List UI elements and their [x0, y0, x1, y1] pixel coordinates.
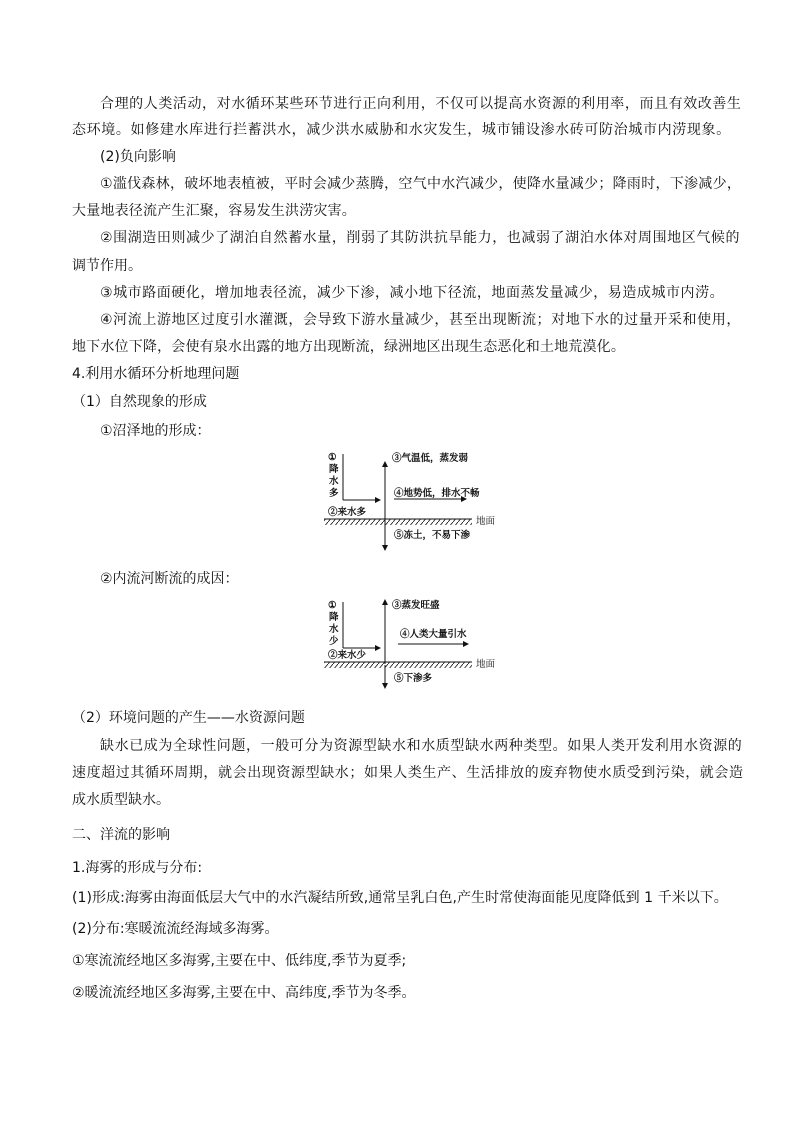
paragraph-line-9: ④河流上游地区过度引水灌溉，会导致下游水量减少，甚至出现断流；对地下水的过量开采和使用，: [100, 312, 741, 328]
item-river-cutoff: ②内流河断流的成因：: [100, 571, 239, 587]
label-precip-char-1: 降: [329, 464, 339, 475]
paragraph-heading-negative: (2)负向影响: [100, 149, 176, 165]
item-swamp-formation: ①沼泽地的形成：: [100, 423, 211, 439]
subheading-natural-phenomena: （1）自然现象的形成: [72, 394, 207, 410]
paragraph-line-17: 速度超过其循环周期，就会出现资源型缺水；如果人类生产、生活排放的废弃物使水质受到污染，就会造: [72, 765, 744, 781]
paragraph-sea-fog-distribution: (2)分布:寒暖流流经海域多海雾。: [72, 921, 279, 937]
ground-hatch: [324, 519, 472, 525]
subheading-water-resources: （2）环境问题的产生——水资源问题: [72, 710, 305, 726]
paragraph-line-4: ①滥伐森林，破坏地表植被，平时会减少蒸腾，空气中水汽减少，使降水量减少；降雨时，下渗减少，: [100, 176, 742, 192]
list-item-warm-current: ②暖流流经地区多海雾,主要在中、高纬度,季节为冬季。: [72, 985, 416, 1001]
label-precip-num: ①: [328, 452, 337, 463]
paragraph-line-6: ②围湖造田则减少了湖泊自然蓄水量，削弱了其防洪抗旱能力，也减弱了湖泊水体对周围地区气候的: [100, 230, 741, 246]
label-precip-char-3: 少: [329, 636, 339, 647]
ground-hatch: [324, 662, 472, 668]
heading-sea-fog: 1.海雾的形成与分布:: [72, 860, 203, 876]
label-ground: 地面: [476, 659, 496, 670]
label-precip-char-2: 水: [329, 476, 339, 487]
label-infiltration: ⑤冻土，不易下渗: [394, 530, 471, 541]
label-diversion: ④人类大量引水: [400, 629, 467, 640]
paragraph-line-5: 大量地表径流产生汇聚，容易发生洪涝灾害。: [72, 203, 356, 219]
section-heading-ocean-currents: 二、洋流的影响: [72, 827, 170, 843]
label-infiltration: ⑤下渗多: [394, 673, 433, 684]
label-precip-char-2: 水: [329, 624, 339, 635]
paragraph-sea-fog-formation: (1)形成:海雾由海面低层大气中的水汽凝结所致,通常呈乳白色,产生时常使海面能见度降低到 1 千米以下。: [72, 890, 728, 906]
swamp-formation-diagram: [318, 444, 508, 554]
paragraph-line-7: 调节作用。: [72, 258, 142, 274]
label-evaporation: ③气温低，蒸发弱: [392, 453, 469, 464]
paragraph-line-10: 地下水位下降，会使有泉水出露的地方出现断流，绿洲地区出现生态恶化和土地荒漠化。: [72, 339, 626, 355]
label-precip-num: ①: [328, 600, 337, 611]
label-drainage: ④地势低，排水不畅: [394, 488, 480, 499]
river-cutoff-diagram: [318, 592, 508, 692]
label-precip-char-3: 多: [329, 488, 339, 499]
section-heading-water-cycle: 4.利用水循环分析地理问题: [72, 366, 240, 382]
label-evaporation: ③蒸发旺盛: [392, 600, 440, 611]
paragraph-line-8: ③城市路面硬化，增加地表径流，减少下渗，减小地下径流，地面蒸发量减少，易造成城市内涝。: [100, 285, 725, 301]
paragraph-line-18: 成水质型缺水。: [72, 792, 170, 808]
paragraph-line-16: 缺水已成为全球性问题，一般可分为资源型缺水和水质型缺水两种类型。如果人类开发利用水资源的: [100, 738, 743, 754]
paragraph-line-1: 合理的人类活动，对水循环某些环节进行正向利用，不仅可以提高水资源的利用率，而且有效改善生: [100, 96, 742, 112]
label-precip-char-1: 降: [329, 612, 339, 623]
list-item-cold-current: ①寒流流经地区多海雾,主要在中、低纬度,季节为夏季;: [72, 953, 407, 969]
label-ground: 地面: [476, 516, 496, 527]
label-inflow: ②来水少: [328, 650, 367, 661]
paragraph-line-2: 态环境。如修建水库进行拦蓄洪水，减少洪水威胁和水灾发生，城市铺设渗水砖可防治城市内涝现象。: [72, 122, 731, 138]
label-inflow: ②来水多: [328, 507, 367, 518]
